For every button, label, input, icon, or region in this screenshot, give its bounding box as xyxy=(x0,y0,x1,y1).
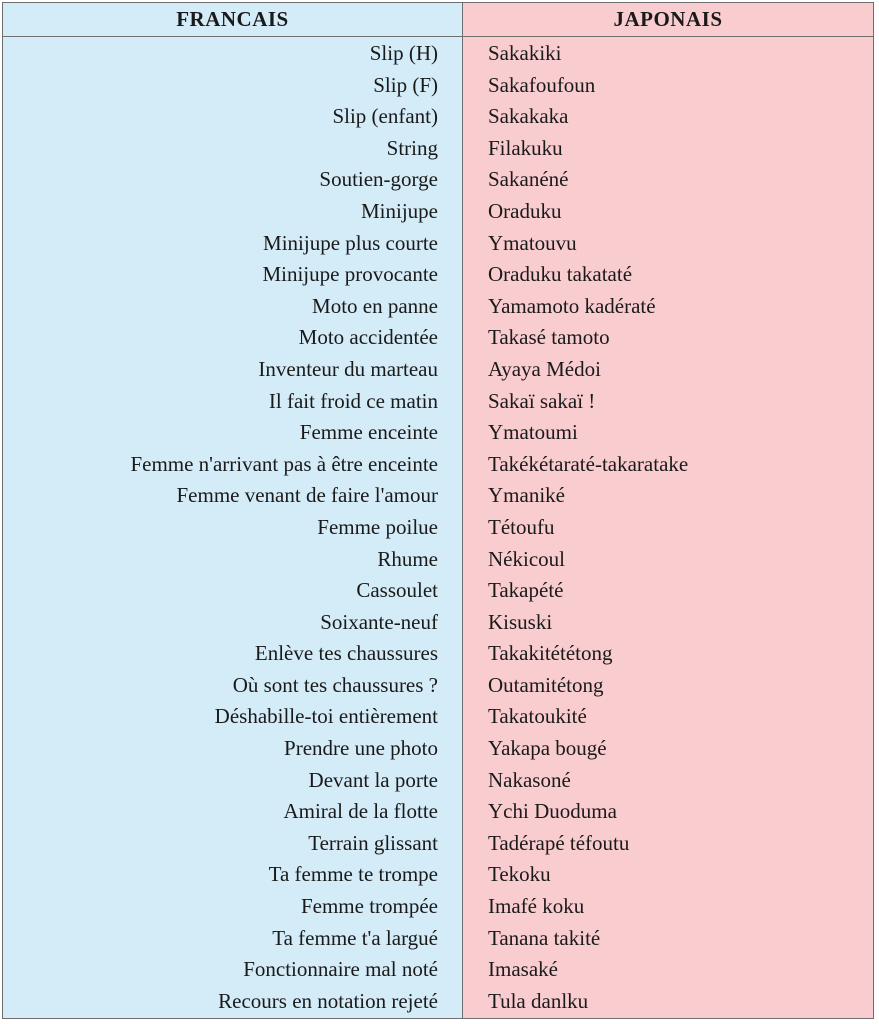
table-row xyxy=(3,733,873,765)
japanese-term: Imafé koku xyxy=(488,894,585,919)
japanese-term: Oraduku xyxy=(488,198,562,223)
japanese-term: Sakakiki xyxy=(488,41,562,65)
table-row xyxy=(3,101,873,133)
french-term: Moto en panne xyxy=(312,293,438,318)
table-row xyxy=(3,164,873,196)
french-term: Où sont tes chaussures ? xyxy=(232,672,438,697)
french-term: Femme poilue xyxy=(317,514,438,539)
japanese-term: Nékicoul xyxy=(488,546,565,571)
french-term: Ta femme t'a largué xyxy=(272,925,438,950)
japanese-term: Takékétaraté-takaratake xyxy=(488,451,689,476)
japanese-term: Ymatouvu xyxy=(488,230,577,255)
french-term: Soixante-neuf xyxy=(320,609,438,634)
japanese-term: Nakasoné xyxy=(488,767,571,792)
french-term: Amiral de la flotte xyxy=(283,799,438,824)
japanese-term: Takakitététong xyxy=(488,641,613,666)
french-term: Minijupe plus courte xyxy=(263,230,438,255)
japanese-term: Sakakaka xyxy=(488,104,569,129)
table-row xyxy=(3,828,873,860)
table-row xyxy=(3,417,873,449)
french-term: Femme n'arrivant pas à être enceinte xyxy=(130,451,438,476)
japanese-term: Filakuku xyxy=(488,135,563,160)
japanese-term: Ychi Duoduma xyxy=(488,799,617,824)
french-term: Inventeur du marteau xyxy=(258,356,438,381)
french-term: Terrain glissant xyxy=(308,830,438,855)
japanese-term: Kisuski xyxy=(488,609,553,634)
japanese-term: Tekoku xyxy=(488,862,551,887)
japanese-term: Ymaniké xyxy=(488,483,565,508)
french-term: Femme venant de faire l'amour xyxy=(176,483,438,508)
table-row xyxy=(3,480,873,512)
japanese-term: Oraduku takataté xyxy=(488,262,633,287)
header-japanese: JAPONAIS xyxy=(613,7,723,31)
french-term: Minijupe xyxy=(361,198,438,223)
french-term: Moto accidentée xyxy=(298,325,438,350)
japanese-term: Tadérapé téfoutu xyxy=(488,830,630,855)
table-row xyxy=(3,670,873,702)
table-row xyxy=(3,449,873,481)
table-row xyxy=(3,512,873,544)
french-term: Fonctionnaire mal noté xyxy=(243,957,438,982)
japanese-term: Takatoukité xyxy=(488,704,587,729)
japanese-term: Tétoufu xyxy=(488,514,555,539)
table-row xyxy=(3,70,873,102)
french-term: Slip (enfant) xyxy=(332,104,438,129)
table-row xyxy=(3,322,873,354)
table-row xyxy=(3,701,873,733)
japanese-term: Yamamoto kadératé xyxy=(488,293,656,318)
table-row xyxy=(3,228,873,260)
table-row xyxy=(3,544,873,576)
table-row xyxy=(3,607,873,639)
french-term: Slip (H) xyxy=(369,41,438,65)
table-row xyxy=(3,354,873,386)
japanese-term: Imasaké xyxy=(488,957,558,982)
table-row xyxy=(3,954,873,986)
french-term: String xyxy=(386,135,438,160)
french-term: Cassoulet xyxy=(356,578,438,603)
table-row xyxy=(3,986,873,1018)
table-row xyxy=(3,133,873,165)
header-divider xyxy=(3,36,873,37)
french-term: Prendre une photo xyxy=(284,736,438,761)
french-term: Déshabille-toi entièrement xyxy=(214,704,438,729)
table-row xyxy=(3,259,873,291)
table-row xyxy=(3,859,873,891)
french-term: Recours en notation rejeté xyxy=(218,988,438,1013)
japanese-term: Ymatoumi xyxy=(488,420,578,445)
japanese-term: Takapété xyxy=(488,578,564,603)
japanese-term: Ayaya Médoi xyxy=(488,356,601,381)
table-row xyxy=(3,386,873,418)
header-french: FRANCAIS xyxy=(176,7,289,31)
japanese-term: Yakapa bougé xyxy=(488,736,607,761)
japanese-term: Sakanéné xyxy=(488,167,569,192)
table-row xyxy=(3,638,873,670)
table-row xyxy=(3,923,873,955)
japanese-term: Takasé tamoto xyxy=(488,325,610,350)
japanese-term: Sakafoufoun xyxy=(488,72,596,97)
french-term: Slip (F) xyxy=(373,72,438,97)
french-term: Minijupe provocante xyxy=(262,262,438,287)
table-row xyxy=(3,891,873,923)
french-term: Soutien-gorge xyxy=(319,167,438,192)
french-term: Devant la porte xyxy=(308,767,438,792)
japanese-term: Tula danlku xyxy=(488,988,589,1013)
table-row xyxy=(3,38,873,70)
french-term: Ta femme te trompe xyxy=(268,862,438,887)
french-term: Femme enceinte xyxy=(299,420,438,445)
table-row xyxy=(3,765,873,797)
japanese-term: Sakaï sakaï ! xyxy=(488,388,596,413)
table-body xyxy=(3,38,873,1017)
table-row xyxy=(3,196,873,228)
table-row xyxy=(3,796,873,828)
french-term: Rhume xyxy=(377,546,438,571)
french-term: Femme trompée xyxy=(300,894,438,919)
french-term: Il fait froid ce matin xyxy=(268,388,438,413)
table-row xyxy=(3,575,873,607)
japanese-term: Tanana takité xyxy=(488,925,601,950)
french-term: Enlève tes chaussures xyxy=(254,641,438,666)
translation-table xyxy=(2,2,874,1019)
table-row xyxy=(3,291,873,323)
japanese-term: Outamitétong xyxy=(488,672,604,697)
